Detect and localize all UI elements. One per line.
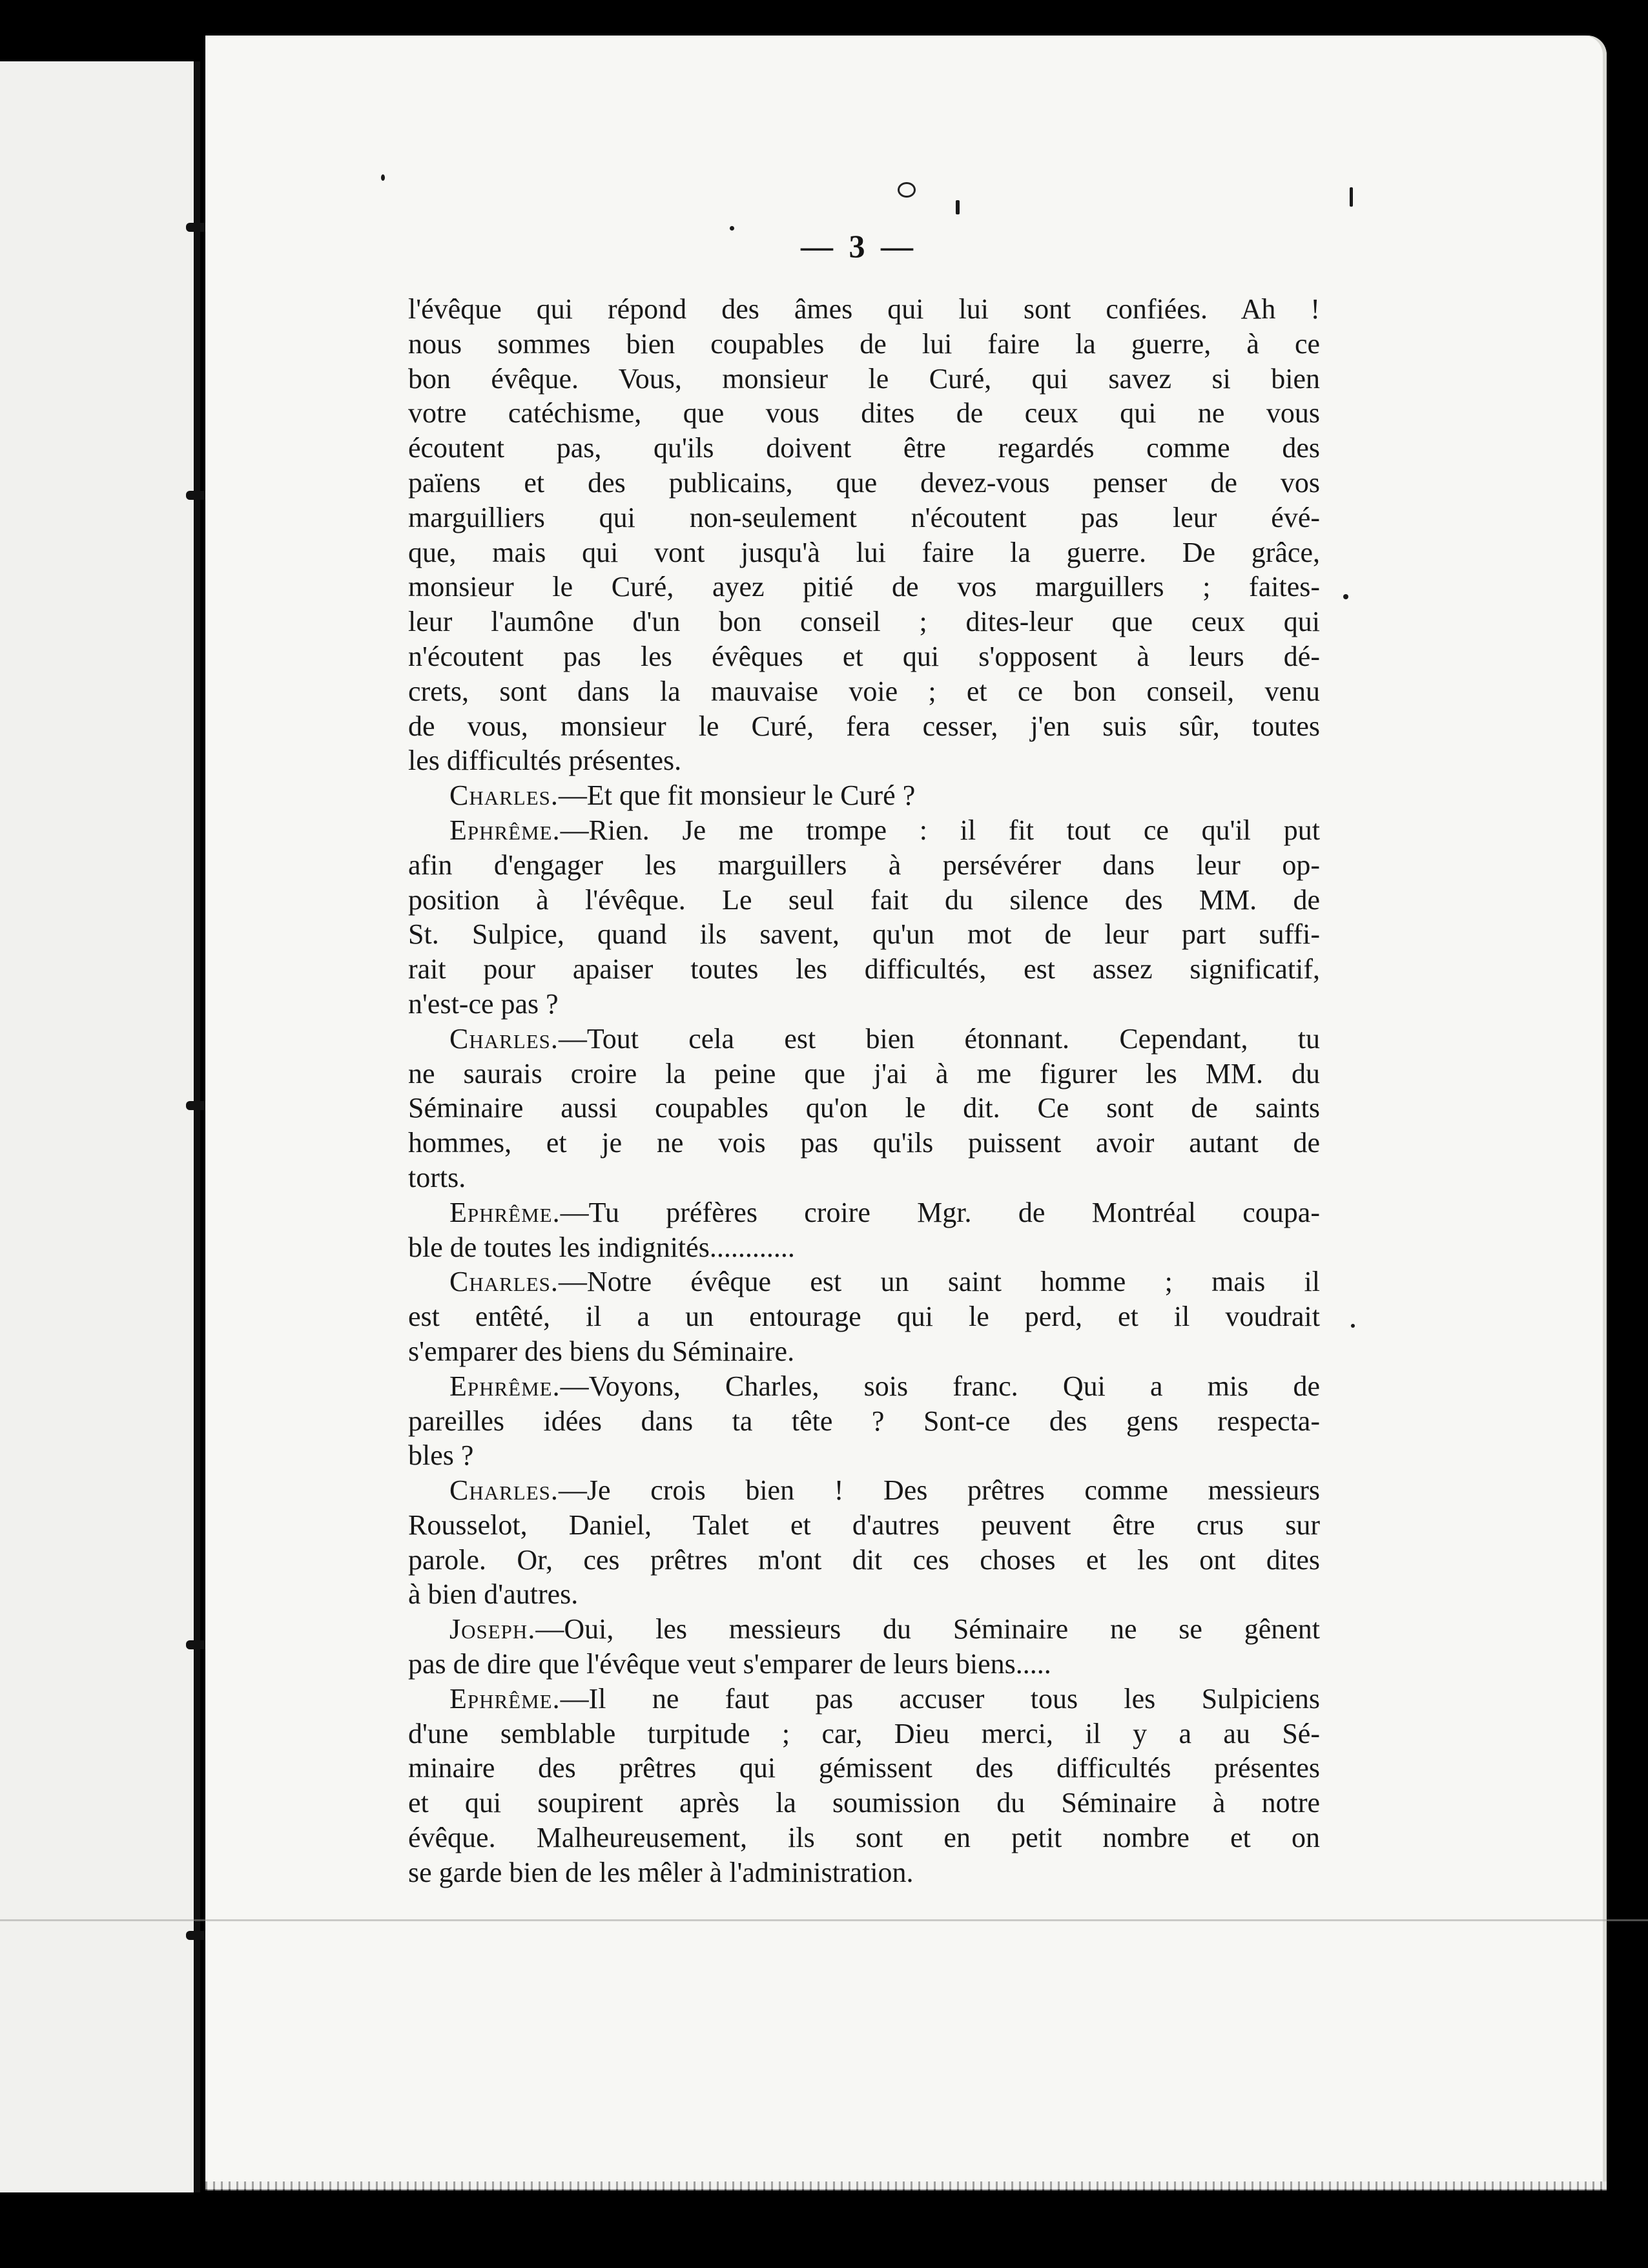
speaker-name: Ephrême. xyxy=(449,1370,561,1402)
text-line xyxy=(408,535,1320,570)
text-line xyxy=(408,466,1320,500)
text-line xyxy=(408,1820,1320,1855)
text-line xyxy=(408,1751,1320,1786)
text-line xyxy=(408,396,1320,431)
dialogue-line xyxy=(408,1369,1320,1404)
line-text: —Tout cela est bien étonnant. Cependant, tu xyxy=(558,1022,1320,1055)
facing-page-strip xyxy=(0,61,194,2192)
dialogue-line xyxy=(408,1612,1320,1647)
line-text: pas de dire que l'évêque veut s'emparer de leurs biens..... xyxy=(408,1648,1051,1680)
line-text: nous sommes bien coupables de lui faire la guerre, à ce xyxy=(408,327,1320,360)
speaker-name: Ephrême. xyxy=(449,1682,561,1715)
scan-speck xyxy=(1350,187,1353,207)
line-text: marguilliers qui non-seulement n'écoutent pas leur évé- xyxy=(408,501,1320,533)
line-text: position à l'évêque. Le seul fait du silence des MM. de xyxy=(408,883,1320,916)
text-line xyxy=(408,362,1320,397)
line-text: bles ? xyxy=(408,1439,474,1472)
text-line xyxy=(408,1126,1320,1160)
line-text: parole. Or, ces prêtres m'ont dit ces choses et les ont dites xyxy=(408,1543,1320,1576)
text-line xyxy=(408,639,1320,674)
speaker-name: Ephrême. xyxy=(449,1196,561,1228)
line-text: crets, sont dans la mauvaise voie ; et ce bon conseil, venu xyxy=(408,675,1320,707)
line-text: monsieur le Curé, ayez pitié de vos marguillers ; faites- xyxy=(408,571,1320,603)
scan-speck xyxy=(730,226,734,231)
text-line xyxy=(408,1057,1320,1091)
text-line xyxy=(408,1786,1320,1820)
dialogue-line xyxy=(408,1195,1320,1230)
line-text: rait pour apaiser toutes les difficultés, est assez significatif, xyxy=(408,953,1320,985)
line-text: s'emparer des biens du Séminaire. xyxy=(408,1335,795,1367)
speaker-name: Charles. xyxy=(449,1474,559,1507)
text-line xyxy=(408,1438,1320,1473)
line-text: leur l'aumône d'un bon conseil ; dites-leur que ceux qui xyxy=(408,606,1320,638)
book-binding xyxy=(195,61,200,2192)
line-text: à bien d'autres. xyxy=(408,1578,579,1611)
text-line xyxy=(408,292,1320,327)
line-text: Rousselot, Daniel, Talet et d'autres peuvent être crus sur xyxy=(408,1509,1320,1541)
line-text: se garde bien de les mêler à l'administration. xyxy=(408,1856,914,1888)
scan-speck xyxy=(1343,594,1348,599)
line-text: l'évêque qui répond des âmes qui lui sont confiées. Ah ! xyxy=(408,293,1320,325)
body-text xyxy=(408,292,1320,1890)
text-line xyxy=(408,431,1320,466)
scan-speck xyxy=(381,174,385,181)
line-text: n'écoutent pas les évêques et qui s'opposent à leurs dé- xyxy=(408,640,1320,672)
text-line xyxy=(408,1543,1320,1578)
line-text: —Tu préfères croire Mgr. de Montréal coupa- xyxy=(560,1196,1320,1228)
line-text: —Notre évêque est un saint homme ; mais il xyxy=(558,1266,1320,1298)
line-text: St. Sulpice, quand ils savent, qu'un mot de leur part suffi- xyxy=(408,918,1320,951)
scan-speck xyxy=(898,182,916,198)
line-text: pareilles idées dans ta tête ? Sont-ce des gens respecta- xyxy=(408,1405,1320,1437)
text-line xyxy=(408,917,1320,952)
line-text: est entêté, il a un entourage qui le perd, et il voudrait xyxy=(408,1301,1320,1333)
text-line xyxy=(408,604,1320,639)
line-text: que, mais qui vont jusqu'à lui faire la guerre. De grâce, xyxy=(408,536,1320,568)
text-line xyxy=(408,570,1320,604)
line-text: hommes, et je ne vois pas qu'ils puissent avoir autant de xyxy=(408,1127,1320,1159)
text-line xyxy=(408,1160,1320,1195)
dialogue-line xyxy=(408,778,1320,813)
line-text: —Et que fit monsieur le Curé ? xyxy=(558,779,916,812)
text-line xyxy=(408,1299,1320,1334)
text-line xyxy=(408,1716,1320,1751)
line-text: écoutent pas, qu'ils doivent être regardés comme des xyxy=(408,432,1320,464)
line-text: ble de toutes les indignités............ xyxy=(408,1231,795,1263)
text-line xyxy=(408,500,1320,535)
dialogue-line xyxy=(408,1473,1320,1508)
text-line xyxy=(408,848,1320,883)
line-text: ne saurais croire la peine que j'ai à me figurer les MM. du xyxy=(408,1057,1320,1089)
speaker-name: Charles. xyxy=(449,1266,559,1298)
line-text: d'une semblable turpitude ; car, Dieu merci, il y a au Sé- xyxy=(408,1717,1320,1749)
text-line xyxy=(408,674,1320,709)
text-line xyxy=(408,743,1320,778)
line-text: évêque. Malheureusement, ils sont en petit nombre et on xyxy=(408,1822,1320,1854)
dialogue-line xyxy=(408,1264,1320,1299)
text-line xyxy=(408,1091,1320,1126)
line-text: votre catéchisme, que vous dites de ceux qui ne vous xyxy=(408,397,1320,429)
line-text: n'est-ce pas ? xyxy=(408,987,559,1020)
line-text: afin d'engager les marguillers à persévérer dans leur op- xyxy=(408,849,1320,881)
line-text: —Rien. Je me trompe : il fit tout ce qu'il put xyxy=(560,814,1320,846)
line-text: —Je crois bien ! Des prêtres comme messieurs xyxy=(558,1474,1320,1507)
line-text: minaire des prêtres qui gémissent des difficultés présentes xyxy=(408,1752,1320,1784)
page-edge xyxy=(205,2181,1607,2191)
text-line xyxy=(408,952,1320,987)
text-line xyxy=(408,1334,1320,1369)
text-line xyxy=(408,1577,1320,1612)
dialogue-line xyxy=(408,813,1320,848)
text-line xyxy=(408,883,1320,918)
line-text: —Il ne faut pas accuser tous les Sulpiciens xyxy=(560,1682,1320,1715)
text-line xyxy=(408,327,1320,362)
page-number: — 3 — xyxy=(801,228,917,264)
text-line xyxy=(408,1230,1320,1265)
speaker-name: Ephrême. xyxy=(449,814,561,846)
line-text: —Voyons, Charles, sois franc. Qui a mis de xyxy=(560,1370,1320,1402)
line-text: —Oui, les messieurs du Séminaire ne se gênent xyxy=(535,1613,1320,1645)
speaker-name: Charles. xyxy=(449,779,559,812)
text-line xyxy=(408,1855,1320,1890)
line-text: Séminaire aussi coupables qu'on le dit. Ce sont de saints xyxy=(408,1092,1320,1124)
line-text: les difficultés présentes. xyxy=(408,745,682,777)
text-line xyxy=(408,1404,1320,1439)
text-line xyxy=(408,1647,1320,1682)
line-text: bon évêque. Vous, monsieur le Curé, qui savez si bien xyxy=(408,362,1320,395)
line-text: de vous, monsieur le Curé, fera cesser, j'en suis sûr, toutes xyxy=(408,710,1320,742)
text-line xyxy=(408,709,1320,744)
fold-line xyxy=(0,1919,1648,1921)
text-line xyxy=(408,1508,1320,1543)
dialogue-line xyxy=(408,1682,1320,1716)
line-text: torts. xyxy=(408,1161,466,1193)
line-text: et qui soupirent après la soumission du Séminaire à notre xyxy=(408,1787,1320,1819)
scan-speck xyxy=(1351,1324,1355,1328)
text-line xyxy=(408,987,1320,1022)
dialogue-line xyxy=(408,1022,1320,1057)
line-text: païens et des publicains, que devez-vous penser de vos xyxy=(408,466,1320,499)
speaker-name: Charles. xyxy=(449,1022,559,1055)
scan-speck xyxy=(956,200,960,214)
speaker-name: Joseph. xyxy=(449,1613,536,1645)
